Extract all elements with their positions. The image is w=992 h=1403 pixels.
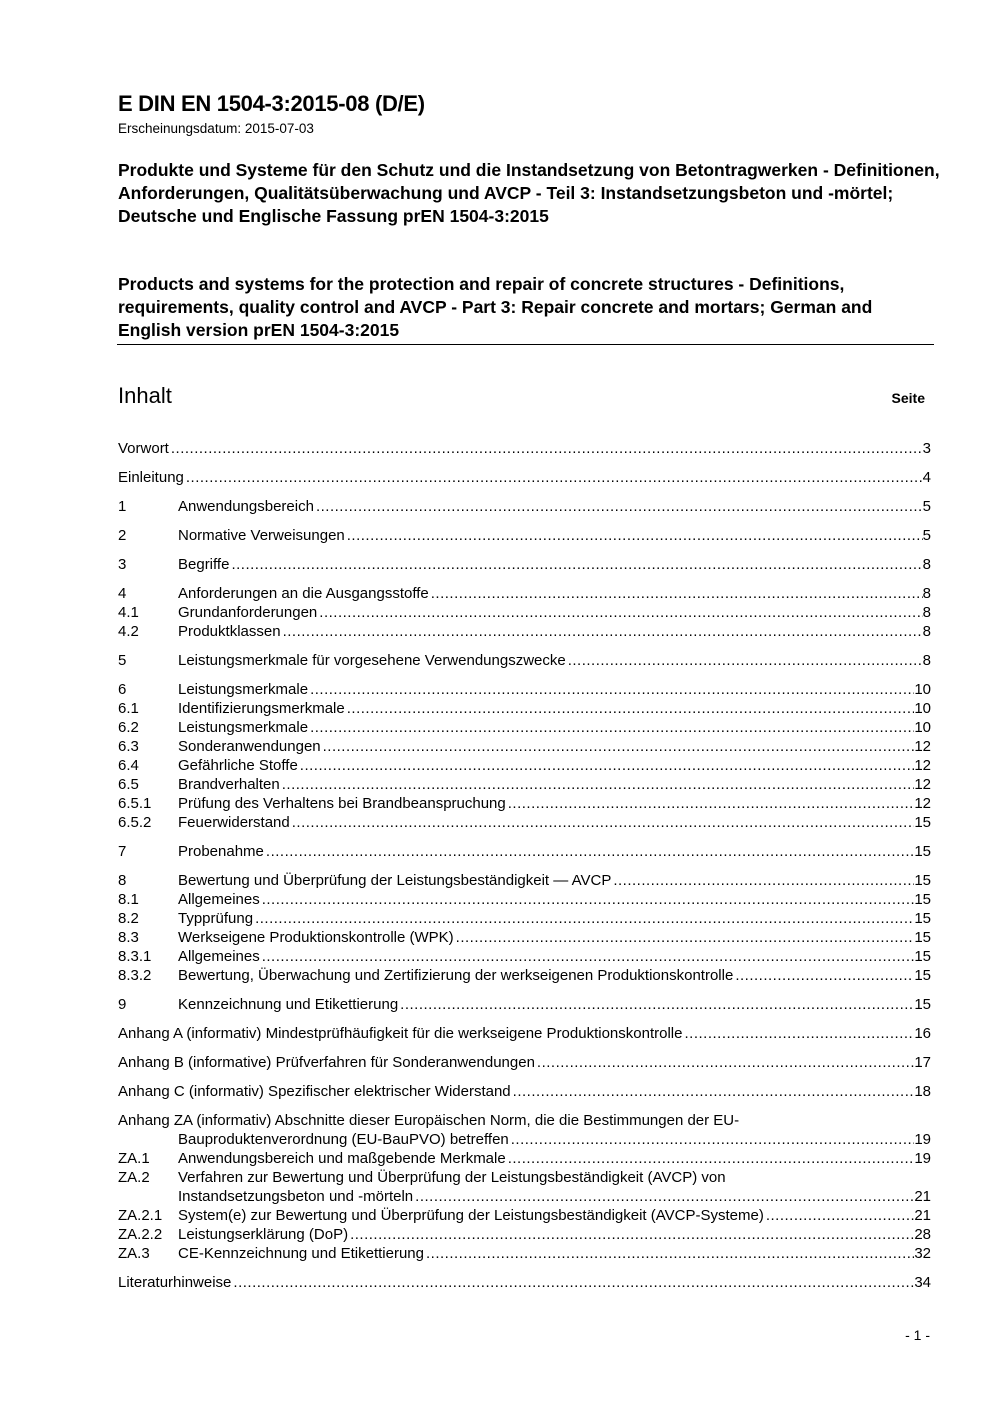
dot-leader: [424, 1244, 914, 1263]
toc-entry-title: Einleitung: [118, 469, 184, 486]
toc-entry[interactable]: [118, 966, 931, 985]
toc-entry-page: 19: [914, 1131, 931, 1148]
toc-group: [118, 497, 931, 516]
toc-entry-title: Bewertung, Überwachung und Zertifizierung der werkseigenen Produktionskontrolle: [178, 967, 734, 984]
toc-entry[interactable]: [118, 1024, 931, 1043]
toc-entry[interactable]: [118, 890, 931, 909]
toc-entry-line: [118, 756, 931, 775]
dot-leader: [535, 1053, 914, 1072]
dot-leader: [308, 680, 914, 699]
dot-leader: [345, 699, 915, 718]
dot-leader: [429, 584, 923, 603]
toc-entry-line: [118, 928, 931, 947]
toc-entry[interactable]: [118, 439, 931, 458]
dot-leader: [229, 555, 922, 574]
toc-entry-line: [118, 468, 931, 487]
toc-entry-title: Vorwort: [118, 440, 169, 457]
toc-entry-number: ZA.2.1: [118, 1207, 163, 1224]
toc-entry-number: 8.3.2: [118, 967, 152, 984]
toc-entry[interactable]: [118, 699, 931, 718]
toc-entry-page: 10: [914, 700, 931, 717]
toc-entry-line: [118, 1187, 931, 1206]
toc-entry[interactable]: [118, 794, 931, 813]
toc-entry-page: 21: [914, 1207, 931, 1224]
toc-entry-line: [118, 1225, 931, 1244]
toc-entry-title: Identifizierungsmerkmale: [178, 700, 345, 717]
toc-entry-page: 5: [922, 498, 931, 515]
toc-group: [118, 651, 931, 670]
toc-entry-page: 18: [914, 1083, 931, 1100]
toc-group: [118, 680, 931, 832]
toc-entry-page: 4: [922, 469, 931, 486]
toc-entry-number: 1: [118, 498, 127, 515]
dot-leader: [733, 966, 914, 985]
toc-entry[interactable]: [118, 737, 931, 756]
toc-entry-title: Leistungserklärung (DoP): [178, 1226, 349, 1243]
toc-group: [118, 555, 931, 574]
toc-entry[interactable]: [118, 680, 931, 699]
toc-entry-number: 6.4: [118, 757, 139, 774]
toc-entry-number: 6.2: [118, 719, 139, 736]
toc-entry-title: Gefährliche Stoffe: [178, 757, 298, 774]
toc-entry-page: 15: [914, 967, 931, 984]
toc-group: [118, 871, 931, 985]
toc-entry-page: 8: [922, 604, 931, 621]
title-german: Produkte und Systeme für den Schutz und die Instandsetzung von Betontragwerken - Definitionen, Anforderungen, Qualitätsüberwachung und AVCP - Teil 3: Instandsetzungsbeton und -mörtel; Deutsche und Englische Fassung prEN 1504-3:2015: [118, 160, 940, 226]
toc-entry[interactable]: [118, 1053, 931, 1072]
toc-entry-line: [118, 651, 931, 670]
toc-entry-number: 4: [118, 585, 127, 602]
toc-entry-title: Grundanforderungen: [178, 604, 318, 621]
dot-leader: [260, 890, 915, 909]
toc-entry-page: 15: [914, 843, 931, 860]
toc-entry-page: 15: [914, 891, 931, 908]
toc-entry-line: [118, 1082, 931, 1101]
toc-entry[interactable]: [118, 718, 931, 737]
toc-entry[interactable]: [118, 584, 931, 603]
toc-group: [118, 1082, 931, 1101]
toc-entry-line: [118, 497, 931, 516]
toc-group: [118, 1273, 931, 1292]
toc-entry-page: 12: [914, 738, 931, 755]
toc-entry-number: 6.5.2: [118, 814, 152, 831]
toc-entry[interactable]: [118, 555, 931, 574]
toc-entry-title: Anhang C (informativ) Spezifischer elektrischer Widerstand: [118, 1083, 511, 1100]
toc-entry-title: Normative Verweisungen: [178, 527, 345, 544]
toc-heading: Inhalt: [118, 383, 172, 408]
toc-entry-line: [118, 680, 931, 699]
toc-entry[interactable]: [118, 603, 931, 622]
toc-entry-title: Produktklassen: [178, 623, 281, 640]
toc-entry-line: [118, 890, 931, 909]
toc-entry[interactable]: [118, 842, 931, 861]
toc-entry-title: Anforderungen an die Ausgangsstoffe: [178, 585, 429, 602]
toc-entry-line: [118, 1053, 931, 1072]
toc-entry-page: 15: [914, 929, 931, 946]
toc-entry-page: 16: [914, 1025, 931, 1042]
dot-leader: [454, 928, 915, 947]
dot-leader: [506, 794, 915, 813]
toc-group: [118, 526, 931, 545]
dot-leader: [260, 947, 915, 966]
toc-entry-number: ZA.2: [118, 1169, 150, 1186]
toc-entry-title: Literaturhinweise: [118, 1274, 232, 1291]
toc-entry-title: Begriffe: [178, 556, 230, 573]
toc-entry-page: 15: [914, 814, 931, 831]
toc-entry[interactable]: [118, 1225, 931, 1244]
toc-entry-title: Anwendungsbereich: [178, 498, 314, 515]
dot-leader: [314, 497, 923, 516]
toc-entry-title: Anhang A (informativ) Mindestprüfhäufigkeit für die werkseigene Produktionskontrolle: [118, 1025, 683, 1042]
toc-page-label: Seite: [891, 390, 925, 406]
toc-entry-title-continued: Bauproduktenverordnung (EU-BauPVO) betreffen: [178, 1131, 509, 1148]
toc-entry-line: [118, 1111, 931, 1130]
divider: [117, 344, 934, 345]
toc-entry[interactable]: [118, 1206, 931, 1225]
toc-entry-line: [118, 439, 931, 458]
toc-entry-title: Feuerwiderstand: [178, 814, 290, 831]
dot-leader: [280, 775, 915, 794]
toc-entry-title: Bewertung und Überprüfung der Leistungsbeständigkeit — AVCP: [178, 872, 612, 889]
toc-entry-line: [118, 603, 931, 622]
toc-entry-title: Verfahren zur Bewertung und Überprüfung der Leistungsbeständigkeit (AVCP) von: [178, 1169, 726, 1186]
toc-entry-line: [118, 909, 931, 928]
toc-entry-line: [118, 813, 931, 832]
toc-entry-line: [118, 737, 931, 756]
toc-entry[interactable]: [118, 928, 931, 947]
dot-leader: [506, 1149, 915, 1168]
dot-leader: [184, 468, 923, 487]
toc-entry-title: CE-Kennzeichnung und Etikettierung: [178, 1245, 424, 1262]
toc-entry[interactable]: [118, 1244, 931, 1263]
toc-entry-page: 3: [922, 440, 931, 457]
toc-group: [118, 995, 931, 1014]
toc-entry[interactable]: [118, 995, 931, 1014]
toc-entry-page: 8: [922, 585, 931, 602]
toc-entry-title: Prüfung des Verhaltens bei Brandbeanspruchung: [178, 795, 506, 812]
toc-group: [118, 1111, 931, 1263]
toc-entry[interactable]: [118, 1149, 931, 1168]
toc-entry-title: Anhang ZA (informativ) Abschnitte dieser Europäischen Norm, die die Bestimmungen der EU-: [118, 1112, 740, 1129]
toc-entry-title: Anhang B (informative) Prüfverfahren für Sonderanwendungen: [118, 1054, 535, 1071]
toc-entry-line: [118, 1273, 931, 1292]
toc-entry-page: 10: [914, 681, 931, 698]
dot-leader: [169, 439, 923, 458]
dot-leader: [290, 813, 915, 832]
dot-leader: [566, 651, 923, 670]
toc-entry-page: 5: [922, 527, 931, 544]
toc-entry-title: Leistungsmerkmale: [178, 681, 309, 698]
toc-entry-page: 21: [914, 1188, 931, 1205]
dot-leader: [317, 603, 922, 622]
toc-entry[interactable]: [118, 909, 931, 928]
dot-leader: [345, 526, 923, 545]
toc-entry-page: 15: [914, 996, 931, 1013]
toc-entry-number: 8: [118, 872, 127, 889]
toc-entry-line: [118, 995, 931, 1014]
toc-group: [118, 842, 931, 861]
toc-entry[interactable]: [118, 1111, 931, 1149]
toc-entry-number: 8.3.1: [118, 948, 152, 965]
dot-leader: [511, 1082, 915, 1101]
toc-entry-title: Anwendungsbereich und maßgebende Merkmale: [178, 1150, 506, 1167]
toc-entry-title-continued: Instandsetzungsbeton und -mörteln: [178, 1188, 414, 1205]
toc-group: [118, 468, 931, 487]
toc-entry-line: [118, 871, 931, 890]
toc-entry[interactable]: [118, 1168, 931, 1206]
toc-entry-number: 6.1: [118, 700, 139, 717]
toc-entry[interactable]: [118, 813, 931, 832]
toc-entry-title: Typprüfung: [178, 910, 254, 927]
toc-entry-line: [118, 794, 931, 813]
dot-leader: [281, 622, 923, 641]
toc-entry-line: [118, 699, 931, 718]
table-of-contents: [118, 439, 931, 1302]
toc-entry-number: 8.2: [118, 910, 139, 927]
toc-entry-title: Probenahme: [178, 843, 264, 860]
toc-entry-number: 8.3: [118, 929, 139, 946]
toc-entry-number: 5: [118, 652, 127, 669]
toc-entry-page: 10: [914, 719, 931, 736]
dot-leader: [321, 737, 915, 756]
toc-group: [118, 1024, 931, 1043]
dot-leader: [398, 995, 914, 1014]
dot-leader: [264, 842, 914, 861]
toc-entry-line: [118, 1149, 931, 1168]
dot-leader: [764, 1206, 914, 1225]
toc-entry[interactable]: [118, 1082, 931, 1101]
dot-leader: [348, 1225, 914, 1244]
toc-entry-page: 8: [922, 623, 931, 640]
toc-entry-line: [118, 1244, 931, 1263]
document-title: E DIN EN 1504-3:2015-08 (D/E): [118, 91, 425, 116]
toc-entry-title: Brandverhalten: [178, 776, 280, 793]
toc-entry-number: 7: [118, 843, 127, 860]
toc-entry-line: [118, 966, 931, 985]
toc-entry-title: System(e) zur Bewertung und Überprüfung der Leistungsbeständigkeit (AVCP-Systeme): [178, 1207, 764, 1224]
toc-entry-number: ZA.2.2: [118, 1226, 163, 1243]
toc-entry-line: [118, 947, 931, 966]
toc-entry-number: 6.5.1: [118, 795, 152, 812]
dot-leader: [298, 756, 915, 775]
toc-entry-page: 8: [922, 556, 931, 573]
toc-entry[interactable]: [118, 871, 931, 890]
toc-entry-line: [118, 526, 931, 545]
dot-leader: [308, 718, 914, 737]
dot-leader: [682, 1024, 914, 1043]
toc-entry-number: 3: [118, 556, 127, 573]
publication-date: Erscheinungsdatum: 2015-07-03: [118, 121, 314, 136]
toc-entry-page: 15: [914, 910, 931, 927]
dot-leader: [611, 871, 914, 890]
toc-entry[interactable]: [118, 468, 931, 487]
toc-entry-title: Allgemeines: [178, 948, 260, 965]
toc-entry[interactable]: [118, 651, 931, 670]
toc-entry-page: 15: [914, 872, 931, 889]
toc-entry-title: Allgemeines: [178, 891, 260, 908]
toc-entry-line: [118, 1130, 931, 1149]
toc-entry-number: 6.3: [118, 738, 139, 755]
toc-entry-page: 12: [914, 795, 931, 812]
toc-group: [118, 439, 931, 458]
toc-group: [118, 1053, 931, 1072]
toc-entry-title: Werkseigene Produktionskontrolle (WPK): [178, 929, 454, 946]
toc-entry-title: Leistungsmerkmale für vorgesehene Verwendungszwecke: [178, 652, 566, 669]
toc-entry-number: ZA.1: [118, 1150, 150, 1167]
toc-group: [118, 584, 931, 641]
toc-entry-line: [118, 718, 931, 737]
toc-entry-line: [118, 555, 931, 574]
toc-entry-line: [118, 584, 931, 603]
title-english: Products and systems for the protection and repair of concrete structures - Definitions, requirements, quality control and AVCP - Part 3: Repair concrete and mortars; German and English version prEN 1504-3:2015: [118, 274, 873, 340]
toc-entry-line: [118, 842, 931, 861]
toc-entry-number: 8.1: [118, 891, 139, 908]
toc-entry-number: 6.5: [118, 776, 139, 793]
toc-entry[interactable]: [118, 756, 931, 775]
dot-leader: [253, 909, 914, 928]
toc-entry-number: 9: [118, 996, 127, 1013]
toc-entry[interactable]: [118, 947, 931, 966]
dot-leader: [509, 1130, 915, 1149]
toc-entry-page: 12: [914, 757, 931, 774]
toc-entry-line: [118, 622, 931, 641]
toc-entry-line: [118, 1206, 931, 1225]
toc-entry-number: 4.1: [118, 604, 139, 621]
toc-entry-page: 8: [922, 652, 931, 669]
toc-entry-page: 12: [914, 776, 931, 793]
toc-entry-number: ZA.3: [118, 1245, 150, 1262]
dot-leader: [413, 1187, 914, 1206]
toc-entry[interactable]: [118, 1273, 931, 1292]
toc-entry-page: 19: [914, 1150, 931, 1167]
toc-entry[interactable]: [118, 497, 931, 516]
toc-entry-line: [118, 775, 931, 794]
toc-entry-page: 32: [914, 1245, 931, 1262]
toc-entry-title: Kennzeichnung und Etikettierung: [178, 996, 399, 1013]
toc-entry-title: Leistungsmerkmale: [178, 719, 309, 736]
toc-entry-number: 4.2: [118, 623, 139, 640]
page-number: - 1 -: [905, 1327, 930, 1343]
toc-entry-number: 2: [118, 527, 127, 544]
toc-entry-page: 28: [914, 1226, 931, 1243]
toc-entry-page: 15: [914, 948, 931, 965]
toc-entry[interactable]: [118, 526, 931, 545]
toc-entry-title: Sonderanwendungen: [178, 738, 321, 755]
toc-entry-line: [118, 1168, 931, 1187]
dot-leader: [231, 1273, 914, 1292]
toc-entry-page: 17: [914, 1054, 931, 1071]
toc-entry-page: 34: [914, 1274, 931, 1291]
toc-entry[interactable]: [118, 622, 931, 641]
toc-entry-number: 6: [118, 681, 127, 698]
toc-entry[interactable]: [118, 775, 931, 794]
toc-entry-line: [118, 1024, 931, 1043]
